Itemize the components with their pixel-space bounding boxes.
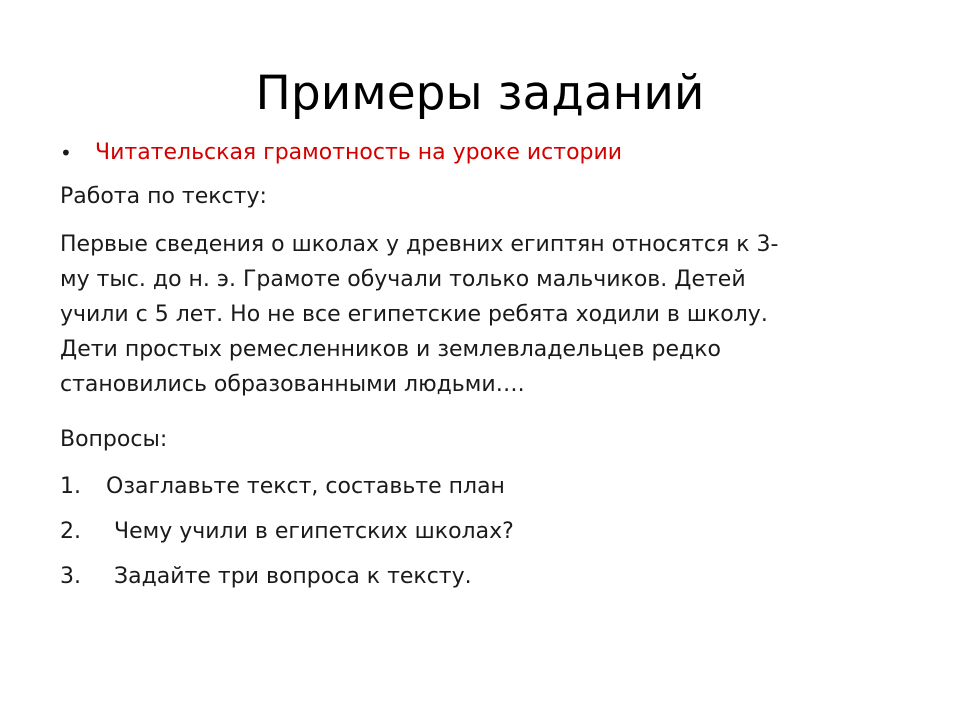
- question-text: Чему учили в египетских школах?: [114, 519, 514, 544]
- body-line: Дети простых ремесленников и землевладельцев редко: [60, 337, 721, 362]
- body-line: учили с 5 лет. Но не все египетские ребята ходили в школу.: [60, 302, 768, 327]
- question-item: [60, 560, 900, 594]
- body-line: Первые сведения о школах у древних египтян относятся к 3-: [60, 232, 779, 257]
- question-number: 1.: [60, 474, 81, 499]
- question-item: [60, 515, 900, 549]
- question-text: Озаглавьте текст, составьте план: [106, 474, 505, 499]
- question-number: 2.: [60, 519, 81, 544]
- question-number: 3.: [60, 564, 81, 589]
- work-label: Работа по тексту:: [60, 184, 267, 209]
- body-line: становились образованными людьми….: [60, 372, 525, 397]
- bullet-text: Читательская грамотность на уроке истории: [95, 140, 623, 165]
- body-text: [60, 227, 900, 402]
- question-text: Задайте три вопроса к тексту.: [114, 564, 472, 589]
- bullet-item: [60, 136, 900, 170]
- slide-title: Примеры заданий: [255, 66, 705, 121]
- body-line: му тыс. до н. э. Грамоте обучали только мальчиков. Детей: [60, 267, 746, 292]
- question-item: [60, 470, 900, 504]
- questions-label: Вопросы:: [60, 427, 168, 452]
- bullet-dot-icon: •: [60, 141, 72, 165]
